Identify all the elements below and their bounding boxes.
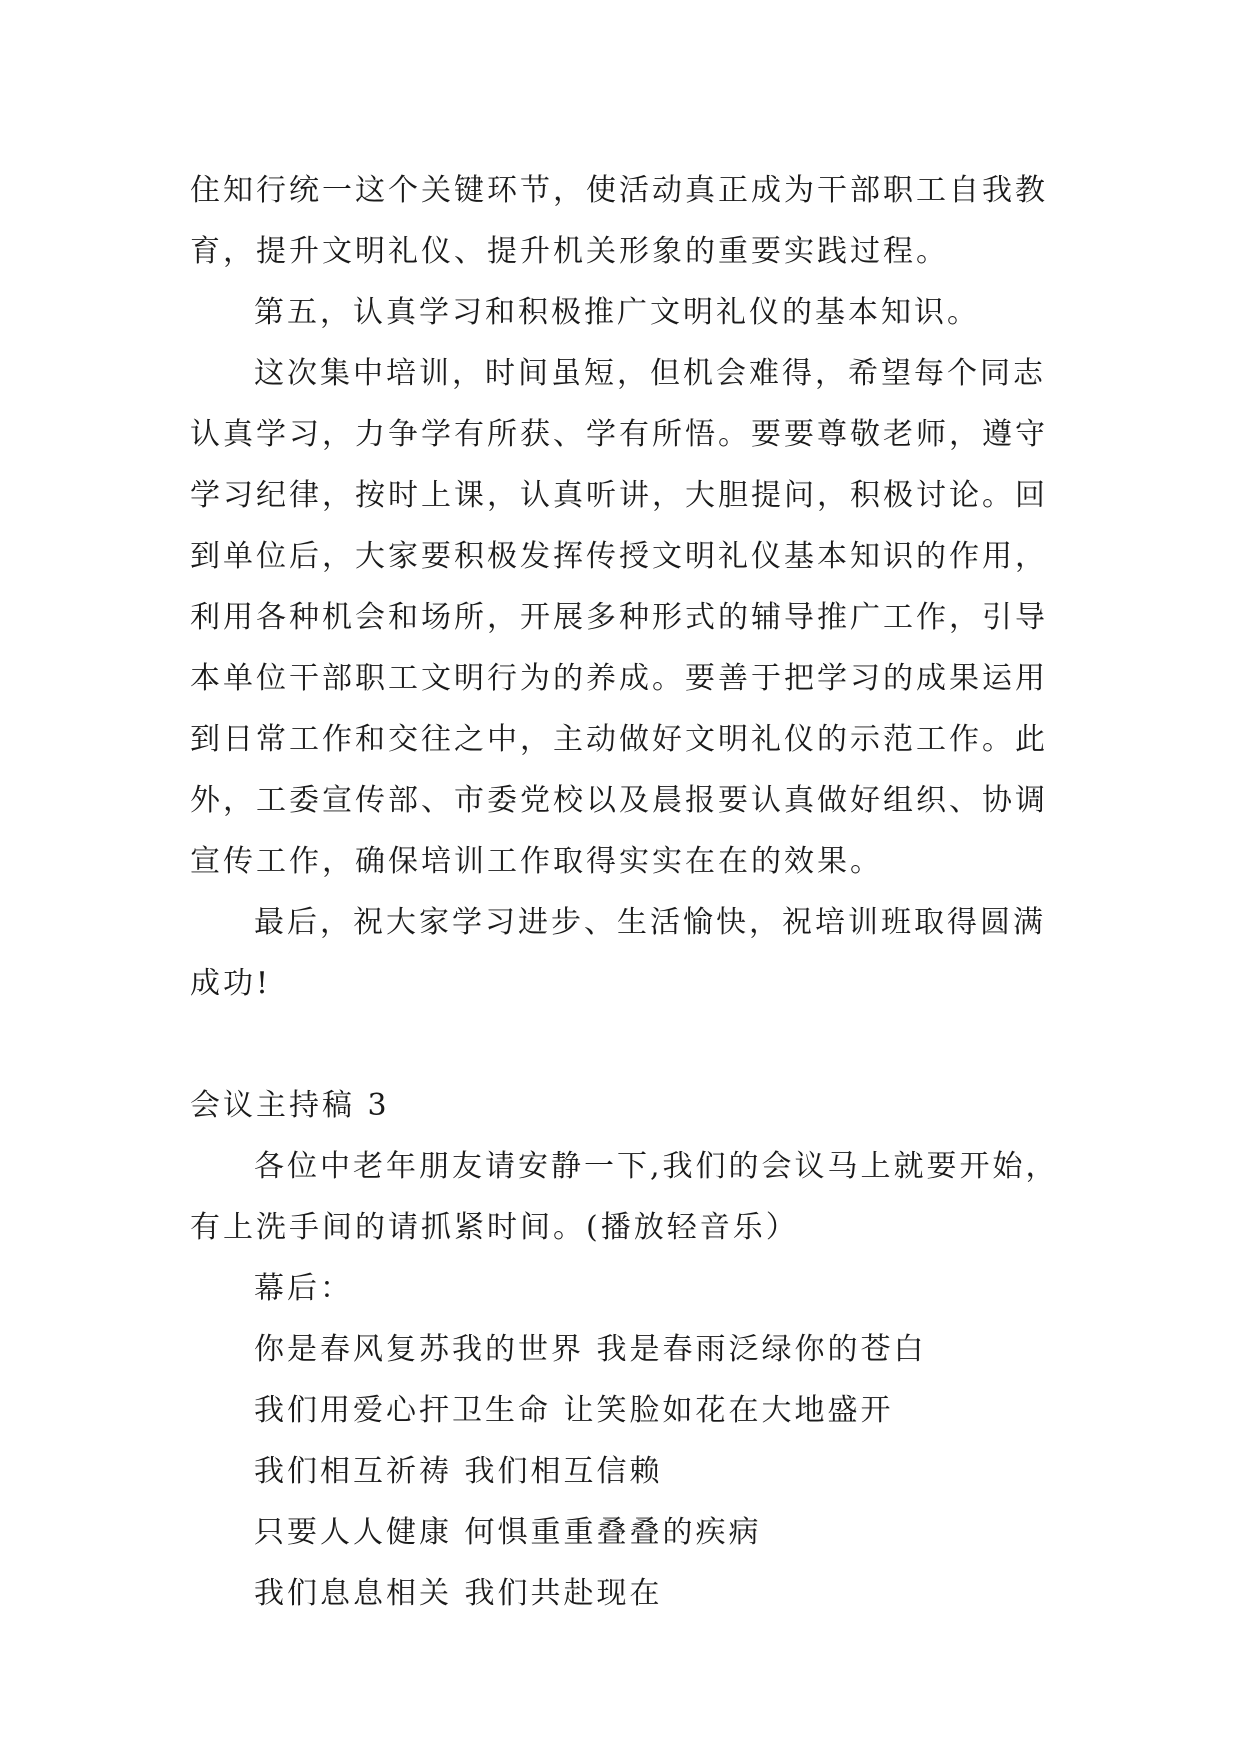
paragraph-line: 各位中老年朋友请安静一下,我们的会议马上就要开始，: [254, 1149, 1059, 1184]
paragraph-line: 成功!: [190, 966, 272, 1001]
paragraph-heading-fifth: 第五，认真学习和积极推广文明礼仪的基本知识。: [254, 295, 980, 330]
paragraph-line: 宣传工作，确保培训工作取得实实在在的效果。: [190, 844, 883, 879]
document-body: [190, 160, 1060, 1624]
lyric-line: 我们相互祈祷 我们相互信赖: [254, 1454, 663, 1489]
paragraph-line: 住知行统一这个关键环节，使活动真正成为干部职工自我教: [190, 173, 1048, 208]
paragraph-line: 育，提升文明礼仪、提升机关形象的重要实践过程。: [190, 234, 949, 269]
lyric-line: 你是春风复苏我的世界 我是春雨泛绿你的苍白: [254, 1332, 927, 1367]
section-title: 会议主持稿 3: [190, 1088, 390, 1123]
paragraph-line: 利用各种机会和场所，开展多种形式的辅导推广工作，引导: [190, 600, 1048, 635]
paragraph-line: 认真学习，力争学有所获、学有所悟。要要尊敬老师，遵守: [190, 417, 1048, 452]
paragraph-line: 外，工委宣传部、市委党校以及晨报要认真做好组织、协调: [190, 783, 1048, 818]
lyric-line: 我们用爱心扞卫生命 让笑脸如花在大地盛开: [254, 1393, 894, 1428]
paragraph-line: 学习纪律，按时上课，认真听讲，大胆提问，积极讨论。回: [190, 478, 1048, 513]
paragraph-line: 到单位后，大家要积极发挥传授文明礼仪基本知识的作用，: [190, 539, 1048, 574]
paragraph-line: 幕后：: [254, 1271, 353, 1306]
lyric-line: 我们息息相关 我们共赴现在: [254, 1576, 663, 1611]
lyric-line: 只要人人健康 何惧重重叠叠的疾病: [254, 1515, 762, 1550]
paragraph-line: 本单位干部职工文明行为的养成。要善于把学习的成果运用: [190, 661, 1048, 696]
paragraph-line: 这次集中培训，时间虽短，但机会难得，希望每个同志: [254, 356, 1046, 391]
section-spacer: [190, 1014, 1060, 1075]
paragraph-line: 有上洗手间的请抓紧时间。(播放轻音乐）: [190, 1210, 799, 1245]
paragraph-line: 到日常工作和交往之中，主动做好文明礼仪的示范工作。此: [190, 722, 1048, 757]
paragraph-line: 最后，祝大家学习进步、生活愉快，祝培训班取得圆满: [254, 905, 1046, 940]
